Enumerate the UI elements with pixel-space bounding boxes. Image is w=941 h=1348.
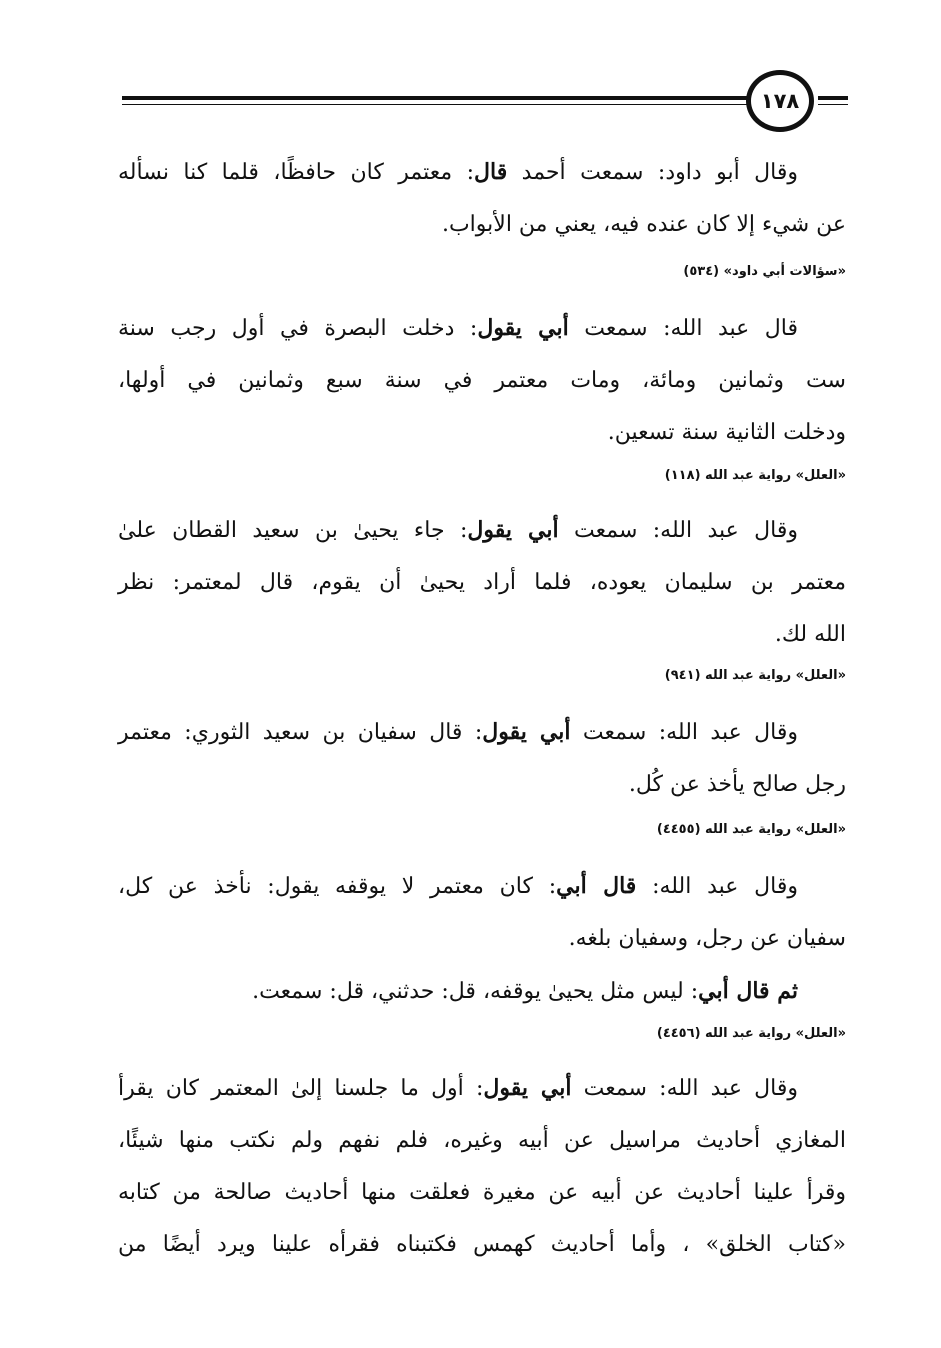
text-line: وقال عبد الله: سمعت أبي يقول: أول ما جلسنا إلىٰ المعتمر كان يقرأ [118, 1075, 798, 1101]
text-line: قال عبد الله: سمعت أبي يقول: دخلت البصرة في أول رجب سنة [118, 315, 798, 341]
text-line: ثم قال أبي: ليس مثل يحيىٰ يوقفه، قل: حدثني، قل: سمعت. [252, 978, 798, 1004]
citation: «العلل» رواية عبد الله (١١٨) [664, 468, 846, 483]
text-line: ست وثمانين ومائة، ومات معتمر في سنة سبع وثمانين في أولها، [118, 368, 846, 393]
header-rule-right [818, 96, 848, 100]
paragraph-abu-dawud [118, 146, 846, 251]
text-line: سفيان عن رجل، وسفيان بلغه. [568, 926, 846, 951]
paragraph-maghazi [118, 1062, 846, 1271]
citation: «العلل» رواية عبد الله (٩٤١) [664, 668, 846, 683]
text-line: وقرأ علينا أحاديث عن أبيه عن مغيرة فعلقت منها أحاديث صالحة من كتابه [118, 1180, 846, 1205]
header-rule-right-thin [818, 104, 848, 105]
citation: «سؤالات أبي داود» (٥٣٤) [683, 264, 846, 279]
text-line: ودخلت الثانية سنة تسعين. [607, 420, 846, 445]
header-rule-thin [122, 104, 750, 105]
text-line: وقال عبد الله: سمعت أبي يقول: جاء يحيىٰ بن سعيد القطان علىٰ [118, 517, 798, 543]
text-line: وقال عبد الله: قال أبي: كان معتمر لا يوقفه يقول: نأخذ عن كل، [118, 873, 798, 899]
paragraph-takes-from-all [118, 860, 846, 1018]
header-rule [122, 96, 750, 100]
text-line: «كتاب الخلق» ، وأما أحاديث كهمس فكتبناه فقرأه علينا ويرد أيضًا من [118, 1232, 846, 1257]
citation: «العلل» رواية عبد الله (٤٤٥٦) [656, 1026, 846, 1041]
text-line: الله لك. [774, 622, 846, 647]
text-line: معتمر بن سليمان يعوده، فلما أراد يحيىٰ أن يقوم، قال لمعتمر: نظر [118, 570, 846, 595]
text-line: رجل صالح يأخذ عن كُل. [628, 772, 846, 797]
page-number: ١٧٨ [746, 70, 814, 132]
text-line: وقال عبد الله: سمعت أبي يقول: قال سفيان بن سعيد الثوري: معتمر [118, 719, 798, 745]
paragraph-basra [118, 302, 846, 459]
text-line: وقال أبو داود: سمعت أحمد قال: معتمر كان حافظًا، قلما كنا نسأله [118, 159, 798, 185]
text-line: المغازي أحاديث مراسيل عن أبيه وغيره، فلم نفهم ولم نكتب منها شيئًا، [118, 1128, 847, 1153]
citation: «العلل» رواية عبد الله (٤٤٥٥) [656, 822, 846, 837]
paragraph-thawri [118, 706, 846, 811]
paragraph-yahya-visit [118, 504, 846, 661]
text-line: عن شيء إلا كان عنده فيه، يعني من الأبواب. [441, 212, 846, 237]
